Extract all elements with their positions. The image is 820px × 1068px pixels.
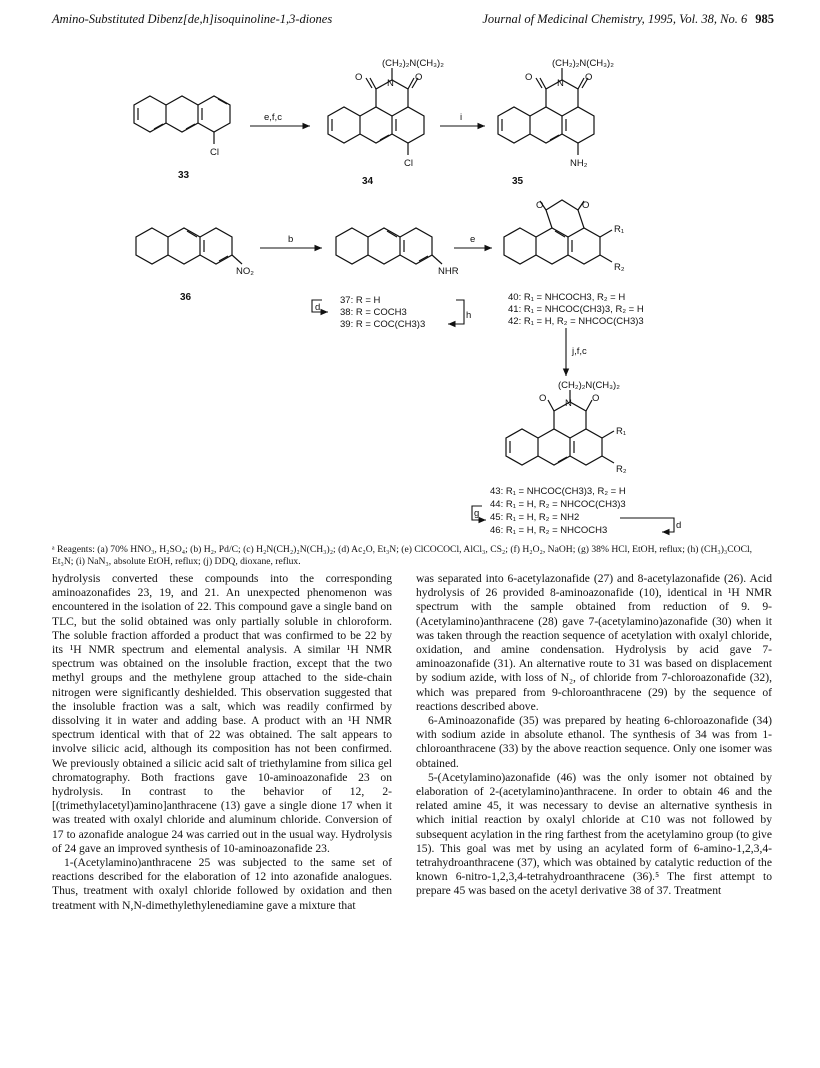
compound-number-33: 33 <box>178 170 190 181</box>
dione-o-a: O <box>536 200 544 211</box>
arrow-label-jfc: j,f,c <box>572 346 587 357</box>
compound-41-definition: 41: R₁ = NHCOC(CH3)3, R₂ = H <box>508 304 644 315</box>
compound-36-structure <box>136 228 242 264</box>
right-paragraph-3: 5-(Acetylamino)azonafide (46) was the only isomer not obtained by elaboration of 2-(acetylamino)anthracene. In order to obtain 46 and the related amine 45, it was necessary to devise an alternative synthesis in which initial reaction by oxalyl chloride at C10 was not followed by subsequent acylation in the ring farthest from the acetylamino group (to give 15). This goal was met by using an acylated form of 6-amino-1,2,3,4-tetrahydroanthracene (37), which was obtained by catalytic reduction of the known 6-nitro-1,2,3,4-tetrahydroanthracene (36).⁵ The first attempt to prepare 45 was based on the acetyl derivative 38 of 37. Treatment <box>416 770 772 898</box>
arrow-label-b: b <box>288 234 294 245</box>
carbonyl-o-34a: O <box>355 72 363 83</box>
carbonyl-o-34b: O <box>415 72 423 83</box>
running-title: Amino-Substituted Dibenz[de,h]isoquinoline-1,3-diones <box>52 12 333 26</box>
carbonyl-o-35b: O <box>585 72 593 83</box>
compound-45-definition: 45: R₁ = H, R₂ = NH2 <box>490 512 580 523</box>
compound-44-definition: 44: R₁ = H, R₂ = NHCOC(CH3)3 <box>490 499 626 510</box>
scheme-footnote: ᵃ Reagents: (a) 70% HNO₃, H₂SO₄; (b) H₂, Pd/C; (c) H₂N(CH₂)₂N(CH₃)₂; (d) Ac₂O, Et₃N; (e) ClCOCOCl, AlCl₃, CS₂; (f) H₂O₂, NaOH; (g) 38% HCl, EtOH, reflux; (h) (CH₃)₃COCl, Et₃N; (i) NaN₃, absolute EtOH, reflux; (j) DDQ, dioxane, reflux. <box>52 544 753 567</box>
compound-40-structure <box>504 200 612 264</box>
compound-37-definition: 37: R = H <box>340 295 381 306</box>
left-column <box>52 572 392 913</box>
compound-number-34: 34 <box>362 176 374 187</box>
side-chain-label-35: (CH₂)₂N(CH₃)₂ <box>552 58 614 69</box>
compound-46-definition: 46: R₁ = H, R₂ = NHCOCH3 <box>490 525 608 536</box>
compound-34-structure <box>328 68 424 155</box>
left-paragraph-2: 1-(Acetylamino)anthracene 25 was subjected to the same set of reactions described for the elaboration of 12 into azonafide analogues. Thus, treatment with oxalyl chloride followed by oxidation and then treatment with N,N-dimethylethylenediamine gave a mixture that <box>52 856 392 912</box>
reaction-scheme <box>60 38 780 538</box>
compound-33-structure <box>134 96 230 144</box>
compound-40-definition: 40: R₁ = NHCOCH3, R₂ = H <box>508 292 626 303</box>
bracket-d2 <box>620 518 674 532</box>
compound-39-definition: 39: R = COC(CH3)3 <box>340 319 426 330</box>
arrow-label-h: h <box>466 310 472 321</box>
compound-42-definition: 42: R₁ = H, R₂ = NHCOC(CH3)3 <box>508 316 644 327</box>
carbonyl-o-43a: O <box>539 393 547 404</box>
compound-number-35: 35 <box>512 176 524 187</box>
arrow-label-efc: e,f,c <box>264 112 282 123</box>
dione-o-b: O <box>582 200 590 211</box>
r1-40: R₁ <box>614 224 625 235</box>
arrow-label-i: i <box>460 112 463 123</box>
carbonyl-o-43b: O <box>592 393 600 404</box>
imide-n-43: N <box>565 398 572 409</box>
r1-43: R₁ <box>616 426 627 437</box>
amino-35: NH₂ <box>570 158 588 169</box>
side-chain-label-34: (CH₂)₂N(CH₃)₂ <box>382 58 444 69</box>
nitro-36: NO₂ <box>236 266 254 277</box>
side-chain-label-43: (CH₂)₂N(CH₃)₂ <box>558 380 620 391</box>
arrow-label-e: e <box>470 234 476 245</box>
compound-35-structure <box>498 68 594 155</box>
right-paragraph-2: 6-Aminoazonafide (35) was prepared by heating 6-chloroazonafide (34) with sodium azide in absolute ethanol. The synthesis of 34 was from 1-chloroanthracene (33) by the above reaction sequence. Only one isomer was obtained. <box>416 714 772 770</box>
imide-n-35: N <box>557 78 564 89</box>
left-paragraph-1: hydrolysis converted these compounds into the corresponding aminoazonafides 23, 19, and 21. An unexpected phenomenon was encountered in the isolation of 22. This compound gave a single band on TLC, but the solid obtained was only partially soluble in chloroform. The soluble fraction afforded a product that was confirmed to be 22 by its ¹H NMR spectrum and elemental analysis. A similar ¹H NMR spectrum was obtained on the insoluble fraction, except that the two methyl groups and the methylene group attached to the side-chain nitrogen were significantly deshielded. This observation suggested that the insoluble fraction was a salt, which was readily confirmed by dissolving it in water and adding base. A product with an ¹H NMR spectrum identical with that of 22 was obtained. The salt appears to involve silicic acid, although its composition has not been confirmed. We previously obtained a silicic acid salt of triethylamine from silica gel chromatography. Both fractions gave 10-aminoazonafide 23 on hydrolysis. In contrast to the behavior of 12, 2-[(trimethylacetyl)amino]anthracene (13) gave a single dione 17 when it was treated with oxalyl chloride and aluminum chloride. Conversion of 17 to azonafide analogue 24 was carried out in the usual way. Hydrolysis of 24 gave an improved synthesis of 10-aminoazonafide 23. <box>52 572 392 855</box>
running-header <box>52 12 774 32</box>
journal-citation: Journal of Medicinal Chemistry, 1995, Vol. 38, No. 6 985 <box>482 12 774 26</box>
right-paragraph-1: was separated into 6-acetylazonafide (27) and 8-acetylazonafide (26). Acid hydrolysis of 26 provided 8-aminoazonafide (10), identical in ¹H NMR spectrum with the sample obtained from reduction of 9. 9-(Acetylamino)anthracene (28) gave 7-(acetylamino)azonafide (30) when it was taken through the reaction sequence of acetylation with oxalyl chloride, oxidation, and amine condensation. Hydrolysis by acid gave 7-aminoazonafide (31). An alternative route to 31 was based on displacement by sodium azide, with loss of N₂, of chloride from 7-chloroazonafide (32), which was prepared from 9-chloroanthracene (29) by the sequence of reactions described above. <box>416 572 772 713</box>
arrow-label-d: d <box>315 302 321 313</box>
arrow-label-d2: d <box>676 520 682 531</box>
page-number: 985 <box>755 12 774 26</box>
r2-40: R₂ <box>614 262 625 273</box>
compound-37-structure <box>336 228 442 264</box>
compound-38-definition: 38: R = COCH3 <box>340 307 407 318</box>
bracket-h <box>448 300 464 324</box>
arrow-label-g: g <box>474 508 480 519</box>
chloro-33: Cl <box>210 147 219 158</box>
imide-n-34: N <box>387 78 394 89</box>
chloro-34: Cl <box>404 158 413 169</box>
compound-number-36: 36 <box>180 292 192 303</box>
nhr-37: NHR <box>438 266 459 277</box>
carbonyl-o-35a: O <box>525 72 533 83</box>
compound-43-definition: 43: R₁ = NHCOC(CH3)3, R₂ = H <box>490 486 626 497</box>
right-column <box>416 572 772 899</box>
r2-43: R₂ <box>616 464 627 475</box>
